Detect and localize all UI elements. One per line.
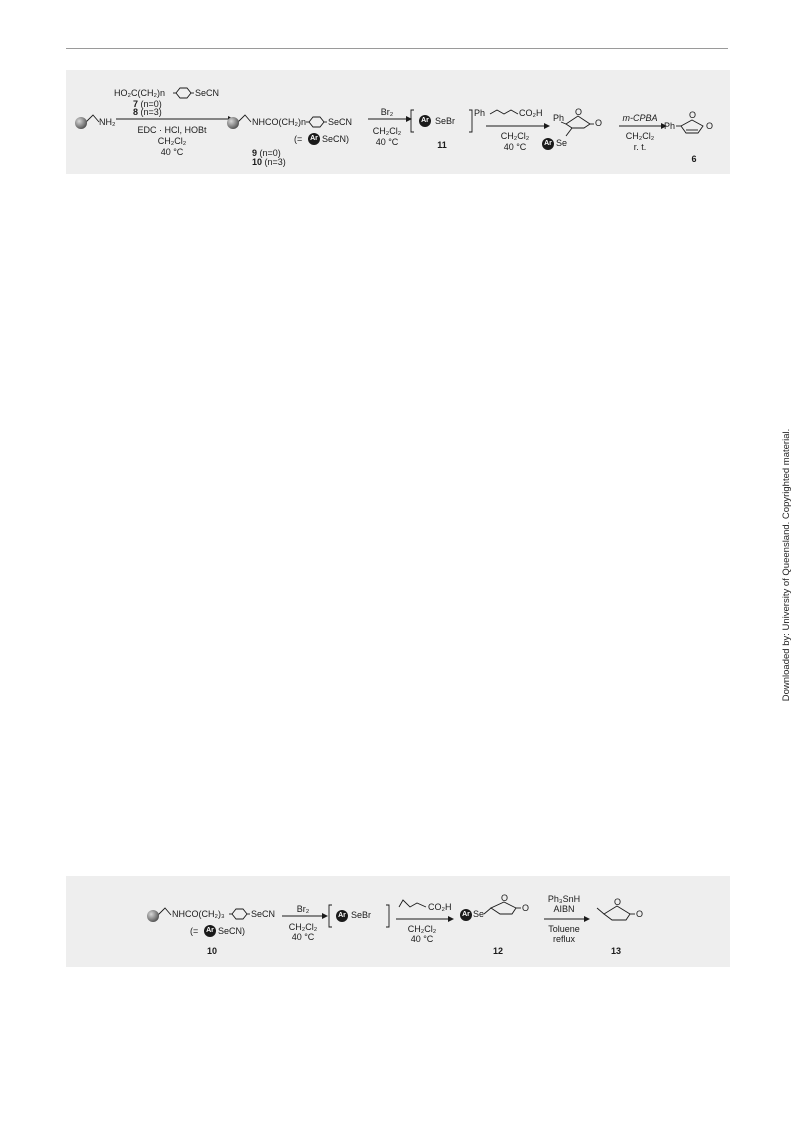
butenolide-phenyl: Ph [664,121,676,131]
bromination-temperature: 40 °C [291,932,315,942]
lactone-carbonyl-oxygen: O [595,118,603,128]
bromination-temperature: 40 °C [375,137,399,147]
bromination-solvent: CH₂Cl₂ [372,126,402,136]
ar-bead-icon: Ar [204,925,216,937]
bromine-reagent: Br₂ [380,107,394,117]
ar-bead-icon: Ar [336,910,348,922]
lactone-selenium: Se [473,909,485,919]
compound-7-n: (n=0) [140,99,162,109]
lactonization-solvent: CH₂Cl₂ [407,924,437,934]
cinnamic-phenyl: Ph [474,108,486,118]
compound-7-label: 7 [133,99,139,109]
reduction-condition: reflux [552,934,576,944]
compound-10-n: (n=3) [264,157,286,167]
methyl-lactone-ring-oxygen: O [614,897,622,907]
lactone-phenyl: Ph [553,113,565,123]
butenolide-carbonyl-oxygen: O [706,121,714,131]
product-chain-label: NHCO(CH₂)n [252,117,306,127]
lactonization-solvent: CH₂Cl₂ [500,131,530,141]
compound-13-label: 13 [610,946,622,956]
chain-label: NHCO(CH₂)₃ [172,909,225,919]
resin-bead-icon [75,117,87,129]
reagent-secn-label: SeCN [195,88,220,98]
coupling-temperature: 40 °C [160,147,184,157]
coupling-solvent: CH₂Cl₂ [157,136,187,146]
pentenoic-acid-group: CO₂H [428,902,452,912]
selenenyl-bromide-label: SeBr [435,116,456,126]
lactone-ring-oxygen: O [501,893,509,903]
selenenyl-bromide-label: SeBr [351,910,372,920]
abbrev-secn: SeCN) [322,134,350,144]
compound-12-label: 12 [492,946,504,956]
tin-hydride-reagent: Ph₃SnH [547,894,581,904]
abbrev-open: (= [294,134,303,144]
reaction-scheme-2 [66,876,730,967]
compound-6-label: 6 [691,154,697,164]
lactonization-temperature: 40 °C [503,142,527,152]
ar-bead-icon: Ar [308,133,320,145]
secn-label: SeCN [251,909,276,919]
lactone-selenium: Se [556,138,568,148]
scheme-2-bonds [66,876,730,967]
butenolide-ring-oxygen: O [689,110,697,120]
coupling-conditions: EDC · HCl, HOBt [137,125,207,135]
ar-bead-icon: Ar [419,115,431,127]
resin-bead-icon [227,117,239,129]
oxidation-solvent: CH₂Cl₂ [625,131,655,141]
lactonization-temperature: 40 °C [410,934,434,944]
amine-label: NH₂ [99,117,116,127]
lactone-ring-oxygen: O [575,107,583,117]
oxidant-reagent: m-CPBA [622,113,658,123]
initiator-reagent: AIBN [553,904,575,914]
cinnamic-acid-group: CO₂H [519,108,543,118]
ar-bead-icon: Ar [460,909,472,921]
product-secn-label: SeCN [328,117,353,127]
compound-11-label: 11 [437,140,447,150]
methyl-lactone-carbonyl-oxygen: O [636,909,644,919]
compound-10-label: 10 [206,946,218,956]
bromination-solvent: CH₂Cl₂ [288,922,318,932]
compound-9-label: 9 [252,148,258,158]
abbrev-secn: SeCN) [218,926,246,936]
oxidation-temperature: r. t. [633,142,647,152]
ar-bead-icon: Ar [542,138,554,150]
bromine-reagent: Br₂ [296,904,310,914]
compound-10-label: 10 [252,157,263,167]
lactone-carbonyl-oxygen: O [522,903,530,913]
reaction-scheme-1 [66,70,730,174]
compound-8-label: 8 [133,107,139,117]
abbrev-open: (= [190,926,199,936]
watermark-text: Downloaded by: University of Queensland. Copyrighted material. [781,428,792,702]
resin-bead-icon [147,910,159,922]
copyright-watermark [780,410,793,720]
reduction-solvent: Toluene [548,924,580,934]
compound-8-n: (n=3) [140,107,162,117]
compound-9-n: (n=0) [259,148,281,158]
reagent-acid-label: HO₂C(CH₂)n [114,88,165,98]
header-rule [66,48,728,49]
